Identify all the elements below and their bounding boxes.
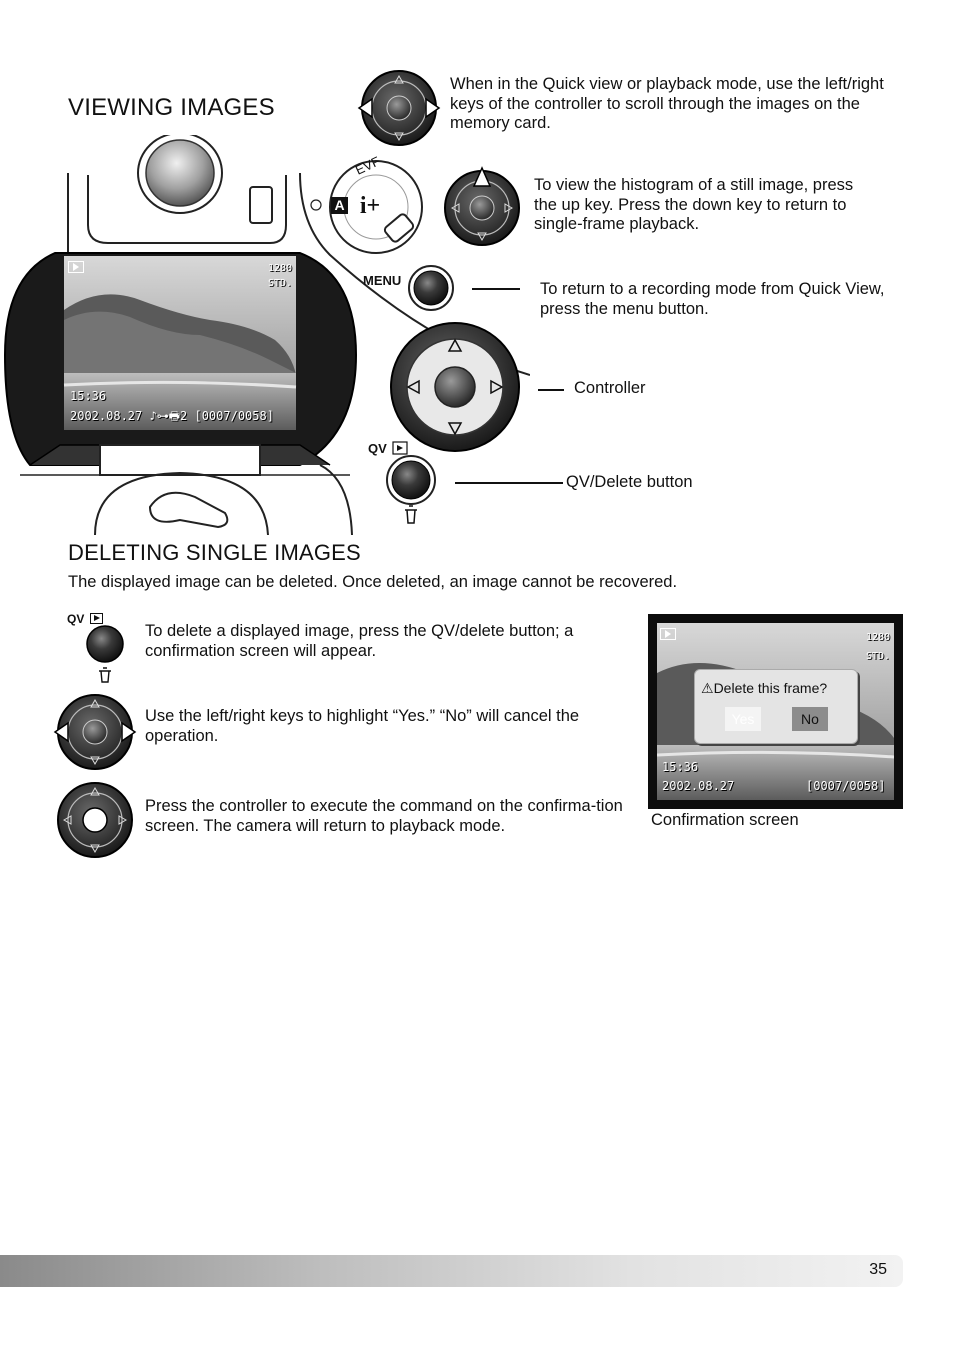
lcd-quality: STD. — [268, 278, 293, 289]
confirm-quality: STD. — [866, 651, 891, 662]
camera-back-illustration — [0, 135, 530, 535]
lcd-time: 15:36 — [70, 389, 107, 403]
confirmation-screen-caption: Confirmation screen — [651, 811, 799, 829]
playback-mode-icon — [68, 261, 84, 276]
qv-delete-leader-line — [455, 482, 563, 484]
menu-note: To return to a recording mode from Quick View, press the menu button. — [540, 280, 885, 318]
scroll-note: When in the Quick view or playback mode, use the left/right keys of the controller to scroll through the images on the memory card. — [450, 75, 884, 132]
menu-button-label: MENU — [363, 273, 402, 288]
confirmation-screen — [648, 614, 903, 809]
warning-icon: ⚠ — [701, 680, 714, 696]
confirm-time: 15:36 — [662, 760, 699, 774]
dialog-text: Delete this frame? — [713, 680, 828, 696]
qv-delete-label: QV/Delete button — [566, 473, 693, 491]
dialog-message — [701, 680, 827, 697]
no-option[interactable]: No — [792, 707, 828, 731]
confirm-date: 2002.08.27 — [662, 779, 735, 793]
dial-evf-label: EVF — [352, 153, 383, 178]
step-2-text: Use the left/right keys to highlight “Yes.” “No” will cancel the operation. — [145, 707, 580, 745]
confirm-playback-icon — [660, 628, 676, 643]
step-3-text: Press the controller to execute the command on the confirma-tion screen. The camera will return to playback mode. — [145, 797, 623, 835]
histogram-note: To view the histogram of a still image, press the up key. Press the down key to return to single-frame playback. — [534, 176, 854, 233]
confirm-resolution: 1280 — [866, 632, 891, 643]
viewing-images-title: VIEWING IMAGES — [68, 94, 275, 121]
deleting-intro: The displayed image can be deleted. Once deleted, an image cannot be recovered. — [68, 573, 678, 591]
dial-info-label: i+ — [359, 193, 381, 219]
deleting-title: DELETING SINGLE IMAGES — [68, 540, 361, 565]
lcd-resolution: 1280 — [268, 263, 293, 274]
lcd-date-line: 2002.08.27 ♪⊶🖶2 [0007/0058] — [70, 409, 274, 423]
controller-label: Controller — [574, 379, 646, 397]
controller-left-right-icon-step2 — [52, 692, 138, 772]
yes-option[interactable]: Yes — [725, 707, 761, 731]
playback-icon — [90, 613, 103, 624]
menu-leader-line — [472, 288, 520, 290]
qv-button-label: QV — [368, 441, 387, 456]
step-1-text: To delete a displayed image, press the QV/delete button; a confirmation screen will appear. — [145, 622, 574, 660]
qv-delete-button-icon — [64, 612, 128, 684]
confirm-frame-counter: [0007/0058] — [806, 779, 886, 793]
controller-press-icon — [54, 780, 136, 862]
lcd-image-info — [268, 261, 292, 291]
qv-button-drawing — [84, 624, 128, 684]
confirm-image-info — [866, 628, 890, 666]
dial-a-label: A — [334, 197, 345, 213]
controller-leader-line — [538, 389, 564, 391]
delete-dialog — [694, 669, 858, 744]
footer-bar — [0, 1255, 903, 1287]
step-qv-label: QV — [67, 612, 85, 626]
camera-body-drawing — [0, 135, 530, 535]
page-number: 35 — [869, 1261, 887, 1278]
